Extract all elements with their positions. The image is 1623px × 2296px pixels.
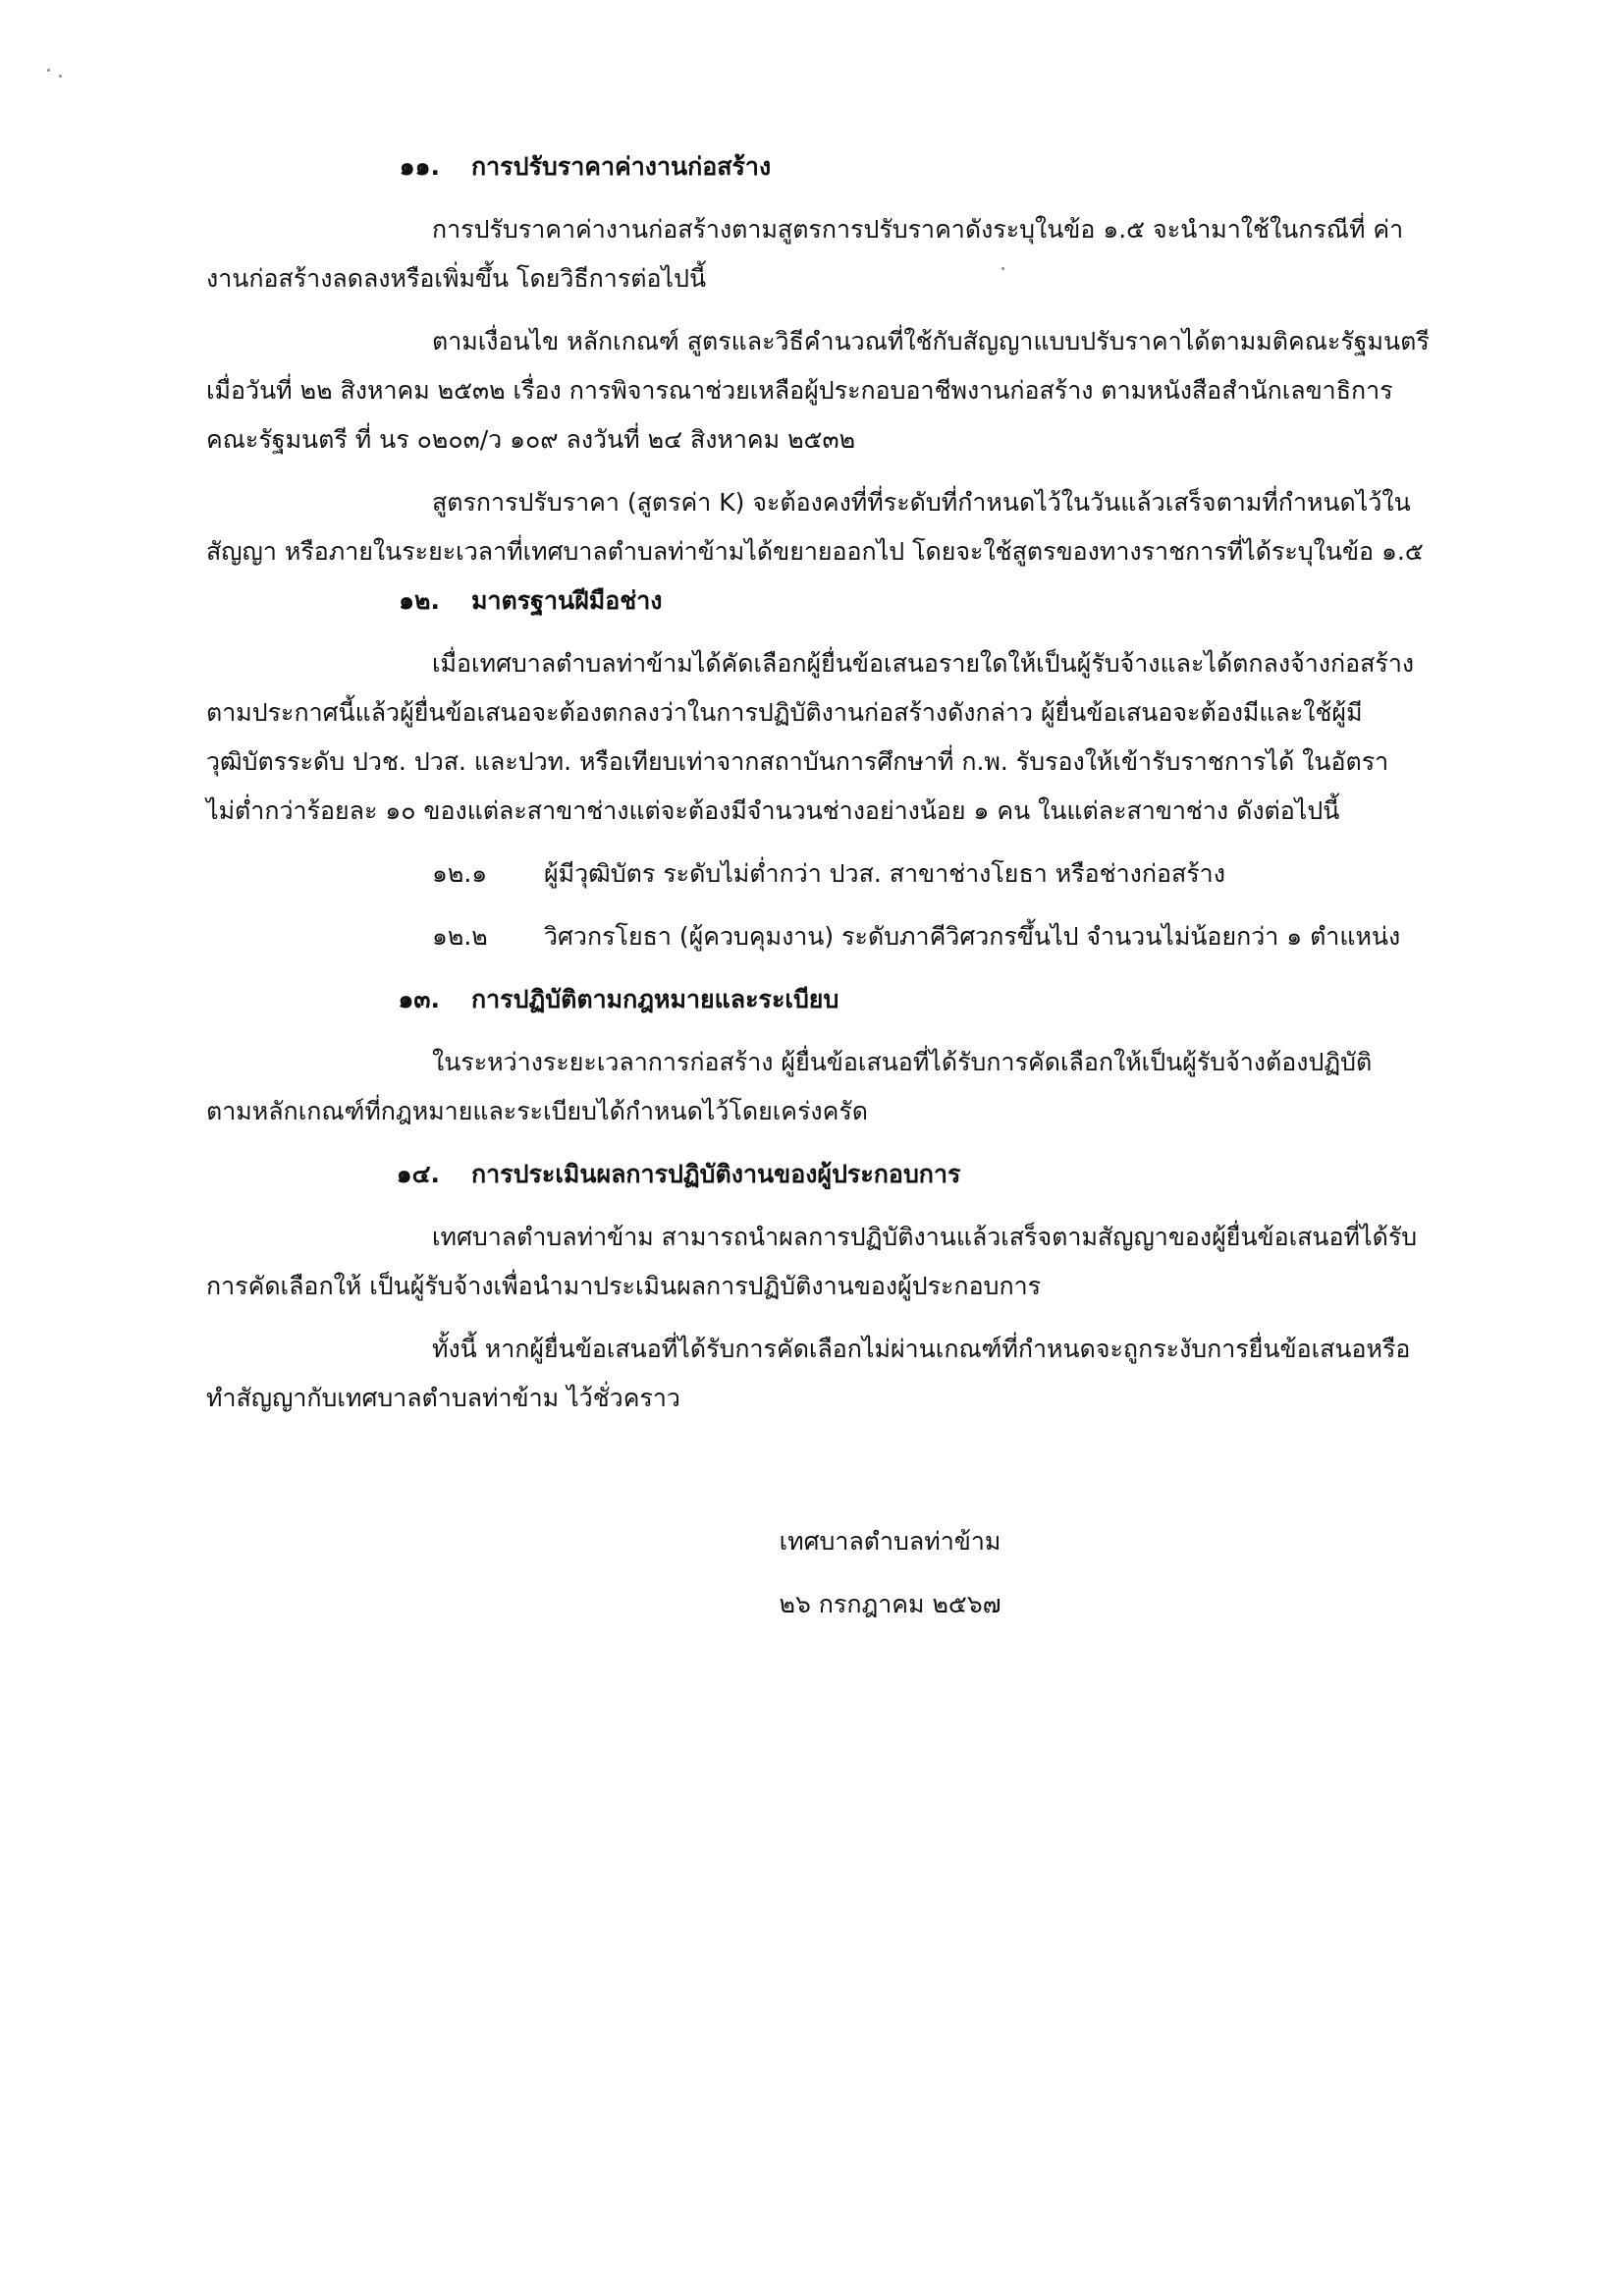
section-title: การประเมินผลการปฏิบัติงานของผู้ประกอบการ bbox=[471, 1160, 961, 1188]
section-number: ๑๓. bbox=[398, 985, 440, 1013]
paragraph-line: เมื่อวันที่ ๒๒ สิงหาคม ๒๕๓๒ เรื่อง การพิจารณาช่วยเหลือผู้ประกอบอาชีพงานก่อสร้าง ตามหนังสือสำนักเลขาธิการ bbox=[206, 376, 1393, 405]
paragraph bbox=[206, 1325, 1445, 1423]
scan-speck bbox=[59, 75, 62, 78]
paragraph-line: สัญญา หรือภายในระยะเวลาที่เทศบาลตำบลท่าข้ามได้ขยายออกไป โดยจะใช้สูตรของทางราชการที่ได้ระบุในข้อ ๑.๕ bbox=[206, 537, 1424, 566]
document-body bbox=[206, 142, 1445, 1423]
paragraph-line: การคัดเลือกให้ เป็นผู้รับจ้างเพื่อนำมาประเมินผลการปฏิบัติงานของผู้ประกอบการ bbox=[206, 1272, 1042, 1300]
sub-item-number: ๑๒.๒ bbox=[432, 922, 488, 951]
signature-organization: เทศบาลตำบลท่าข้าม bbox=[779, 1527, 1001, 1556]
paragraph bbox=[206, 1213, 1445, 1311]
paragraph-line: ทั้งนี้ หากผู้ยื่นข้อเสนอที่ได้รับการคัดเลือกไม่ผ่านเกณฑ์ที่กำหนดจะถูกระงับการยื่นข้อเสนอหรือ bbox=[432, 1335, 1411, 1363]
section-title: มาตรฐานฝีมือช่าง bbox=[471, 586, 663, 615]
section-heading bbox=[206, 576, 1445, 626]
section-title: การปฏิบัติตามกฎหมายและระเบียบ bbox=[471, 985, 839, 1013]
paragraph bbox=[206, 639, 1445, 836]
signature-date: ๒๖ กรกฎาคม ๒๕๖๗ bbox=[779, 1590, 1001, 1618]
signature-block bbox=[0, 1517, 1623, 1629]
section-number: ๑๔. bbox=[396, 1160, 440, 1188]
sub-item bbox=[206, 912, 1445, 961]
paragraph-line: คณะรัฐมนตรี ที่ นร ๐๒๐๓/ว ๑๐๙ ลงวันที่ ๒๔ สิงหาคม ๒๕๓๒ bbox=[206, 425, 856, 454]
scan-speck bbox=[47, 69, 50, 72]
section-title: การปรับราคาค่างานก่อสร้าง bbox=[471, 152, 772, 181]
paragraph-line: เมื่อเทศบาลตำบลท่าข้ามได้คัดเลือกผู้ยื่นข้อเสนอรายใดให้เป็นผู้รับจ้างและได้ตกลงจ้างก่อสร้าง bbox=[432, 649, 1415, 678]
section-number: ๑๑. bbox=[399, 152, 440, 181]
section-number: ๑๒. bbox=[399, 586, 440, 615]
paragraph-line: งานก่อสร้างลดลงหรือเพิ่มขึ้น โดยวิธีการต่อไปนี้ bbox=[206, 264, 707, 293]
paragraph-line: ทำสัญญากับเทศบาลตำบลท่าข้าม ไว้ชั่วคราว bbox=[206, 1384, 680, 1412]
paragraph-line: วุฒิบัตรระดับ ปวช. ปวส. และปวท. หรือเทียบเท่าจากสถาบันการศึกษาที่ ก.พ. รับรองให้เข้ารับราชการได้ ในอัตรา bbox=[206, 747, 1389, 776]
paragraph bbox=[206, 1038, 1445, 1136]
sub-item-text: วิศวกรโยธา (ผู้ควบคุมงาน) ระดับภาคีวิศวกรขึ้นไป จำนวนไม่น้อยกว่า ๑ ตำแหน่ง bbox=[544, 922, 1401, 951]
paragraph-line: เทศบาลตำบลท่าข้าม สามารถนำผลการปฏิบัติงานแล้วเสร็จตามสัญญาของผู้ยื่นข้อเสนอที่ได้รับ bbox=[432, 1223, 1418, 1251]
paragraph-line: การปรับราคาค่างานก่อสร้างตามสูตรการปรับราคาดังระบุในข้อ ๑.๕ จะนำมาใช้ในกรณีที่ ค่า bbox=[432, 215, 1404, 244]
paragraph-line: ตามหลักเกณฑ์ที่กฎหมายและระเบียบได้กำหนดไว้โดยเคร่งครัด bbox=[206, 1097, 869, 1125]
paragraph bbox=[206, 205, 1445, 303]
paragraph bbox=[206, 317, 1445, 465]
paragraph-line: ไม่ต่ำกว่าร้อยละ ๑๐ ของแต่ละสาขาช่างแต่จะต้องมีจำนวนช่างอย่างน้อย ๑ คน ในแต่ละสาขาช่าง ดังต่อไปนี้ bbox=[206, 796, 1340, 825]
scan-speck bbox=[1001, 267, 1004, 270]
sub-item-text: ผู้มีวุฒิบัตร ระดับไม่ต่ำกว่า ปวส. สาขาช่างโยธา หรือช่างก่อสร้าง bbox=[544, 859, 1225, 888]
paragraph-line: ตามประกาศนี้แล้วผู้ยื่นข้อเสนอจะต้องตกลงว่าในการปฏิบัติงานก่อสร้างดังกล่าว ผู้ยื่นข้อเสนอจะต้องมีและใช้ผู้มี bbox=[206, 698, 1363, 727]
sub-item-number: ๑๒.๑ bbox=[432, 859, 488, 888]
section-heading bbox=[206, 1150, 1445, 1199]
paragraph-line: ตามเงื่อนไข หลักเกณฑ์ สูตรและวิธีคำนวณที่ใช้กับสัญญาแบบปรับราคาได้ตามมติคณะรัฐมนตรี bbox=[432, 327, 1430, 355]
sub-item bbox=[206, 849, 1445, 899]
paragraph bbox=[206, 478, 1445, 576]
paragraph-line: ในระหว่างระยะเวลาการก่อสร้าง ผู้ยื่นข้อเสนอที่ได้รับการคัดเลือกให้เป็นผู้รับจ้างต้องปฏิบัติ bbox=[432, 1048, 1373, 1076]
paragraph-line: สูตรการปรับราคา (สูตรค่า K) จะต้องคงที่ที่ระดับที่กำหนดไว้ในวันแล้วเสร็จตามที่กำหนดไว้ใน bbox=[432, 488, 1411, 517]
section-heading bbox=[206, 975, 1445, 1024]
section-heading bbox=[206, 142, 1445, 191]
